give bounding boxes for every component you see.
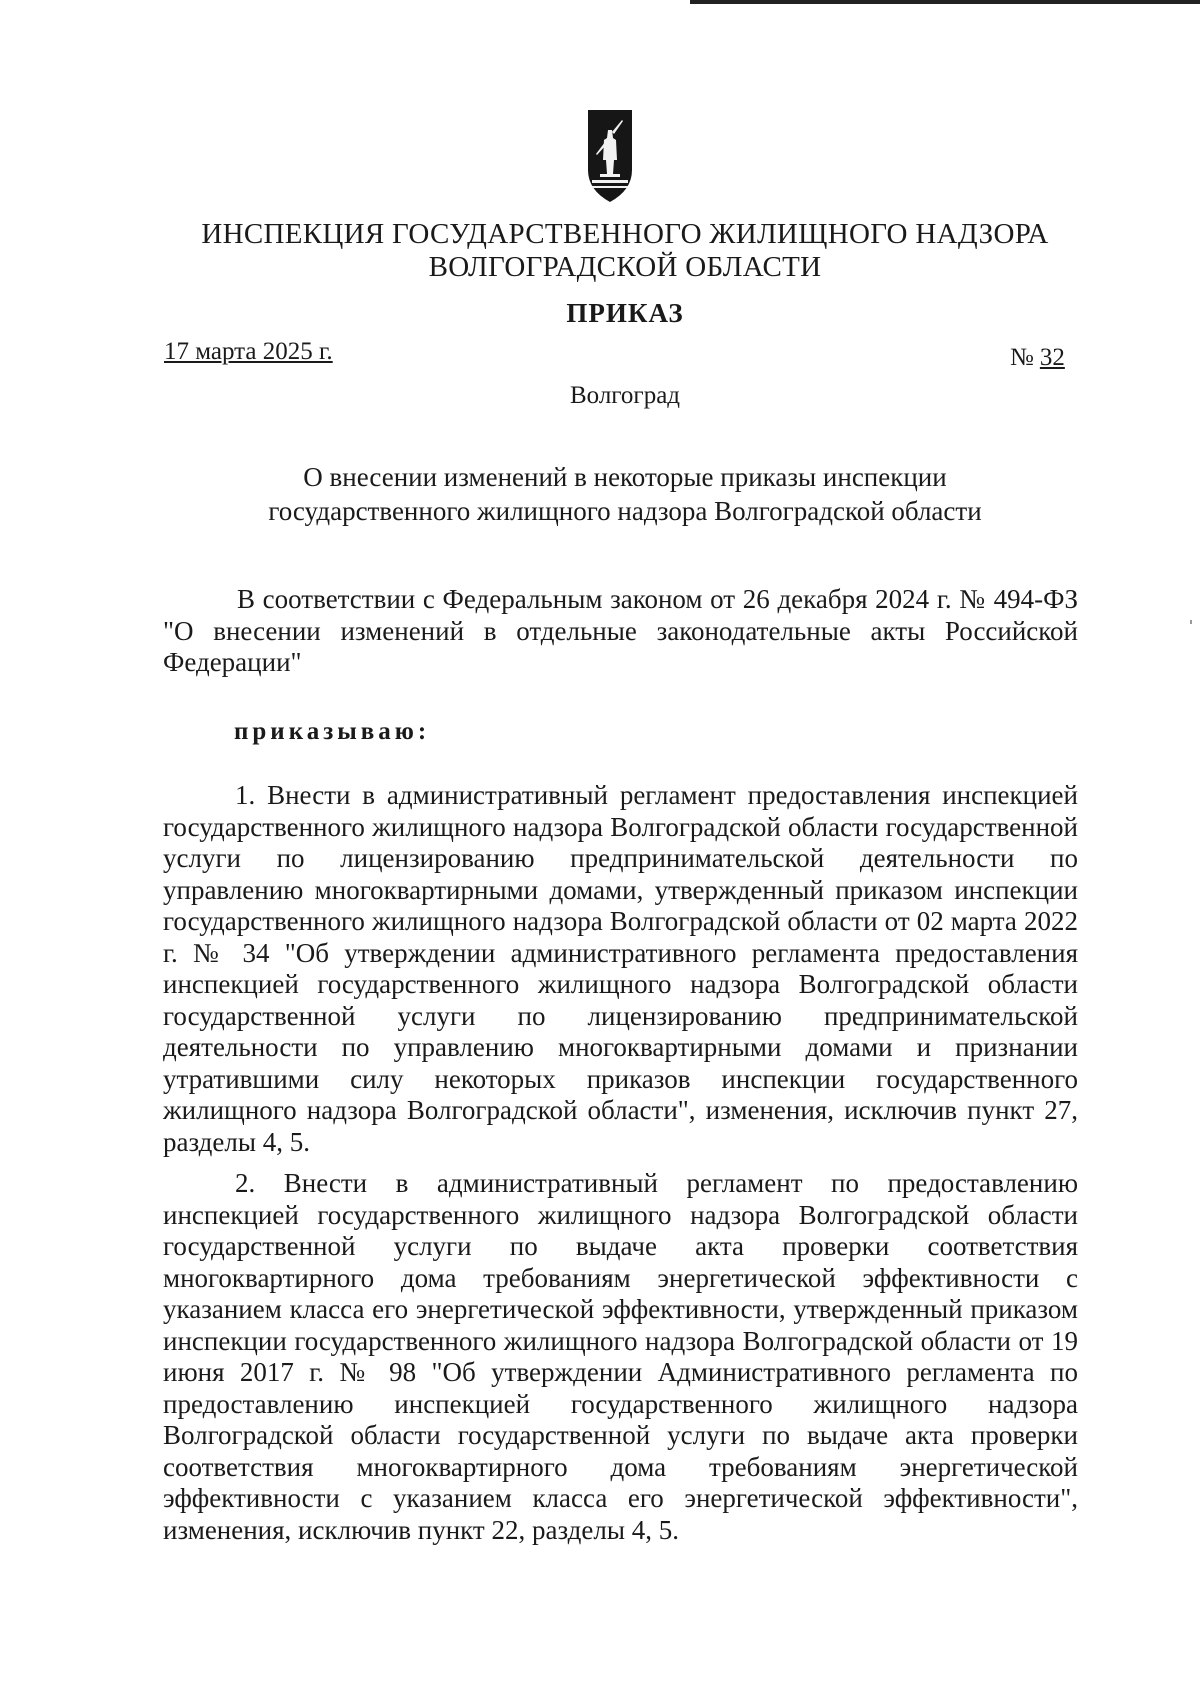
volgograd-coat-of-arms-icon (586, 108, 634, 204)
order-item-1: 1. Внести в административный регламент предоставления инспекцией государственного жилищного надзора Волгоградской области государственной услуги по лицензированию предпринимательской деятельности по управлению многоквартирными домами, утвержденный приказом инспекции государственного жилищного надзора Волгоградской области от 02 марта 2022 г. № 34 "Об утверждении административного регламента предоставления инспекцией государственного жилищного надзора Волгоградской области государственной услуги по лицензированию предпринимательской деятельности по управлению многоквартирными домами и признании утратившими силу некоторых приказов инспекции государственного жилищного надзора Волгоградской области", изменения, исключив пункт 27, разделы 4, 5. (163, 780, 1078, 1157)
document-number-value: 32 (1039, 344, 1065, 371)
scan-top-rule (690, 0, 1200, 4)
organization-name-line2: ВОЛГОГРАДСКОЙ ОБЛАСТИ (428, 251, 822, 283)
organization-name (150, 218, 1100, 284)
subject-line2: государственного жилищного надзора Волгоградской области (268, 496, 982, 526)
document-number (1010, 344, 1065, 372)
document-date: 17 марта 2025 г. (164, 338, 333, 365)
document-city: Волгоград (569, 382, 681, 409)
document-number-label: № (1010, 344, 1034, 371)
subject-line1: О внесении изменений в некоторые приказы инспекции (303, 462, 947, 492)
order-word: приказываю: (234, 718, 431, 745)
organization-name-line1: ИНСПЕКЦИЯ ГОСУДАРСТВЕННОГО ЖИЛИЩНОГО НАДЗОРА (201, 218, 1049, 250)
document-type: ПРИКАЗ (566, 298, 684, 328)
scan-margin-mark (1190, 620, 1192, 624)
order-item-2: 2. Внести в административный регламент по предоставлению инспекцией государственного жилищного надзора Волгоградской области государственной услуги по выдаче акта проверки соответствия многоквартирного дома требованиям энергетической эффективности с указанием класса его энергетической эффективности, утвержденный приказом инспекции государственного жилищного надзора Волгоградской области от 19 июня 2017 г. № 98 "Об утверждении Административного регламента по предоставлению инспекцией государственного жилищного надзора Волгоградской области государственной услуги по выдаче акта проверки соответствия многоквартирного дома требованиям энергетической эффективности с указанием класса его энергетической эффективности", изменения, исключив пункт 22, разделы 4, 5. (163, 1168, 1078, 1545)
preamble-paragraph: В соответствии с Федеральным законом от 26 декабря 2024 г. № 494-ФЗ "О внесении изменений в отдельные законодательные акты Российской Федерации" (163, 584, 1078, 677)
document-subject (150, 460, 1100, 528)
